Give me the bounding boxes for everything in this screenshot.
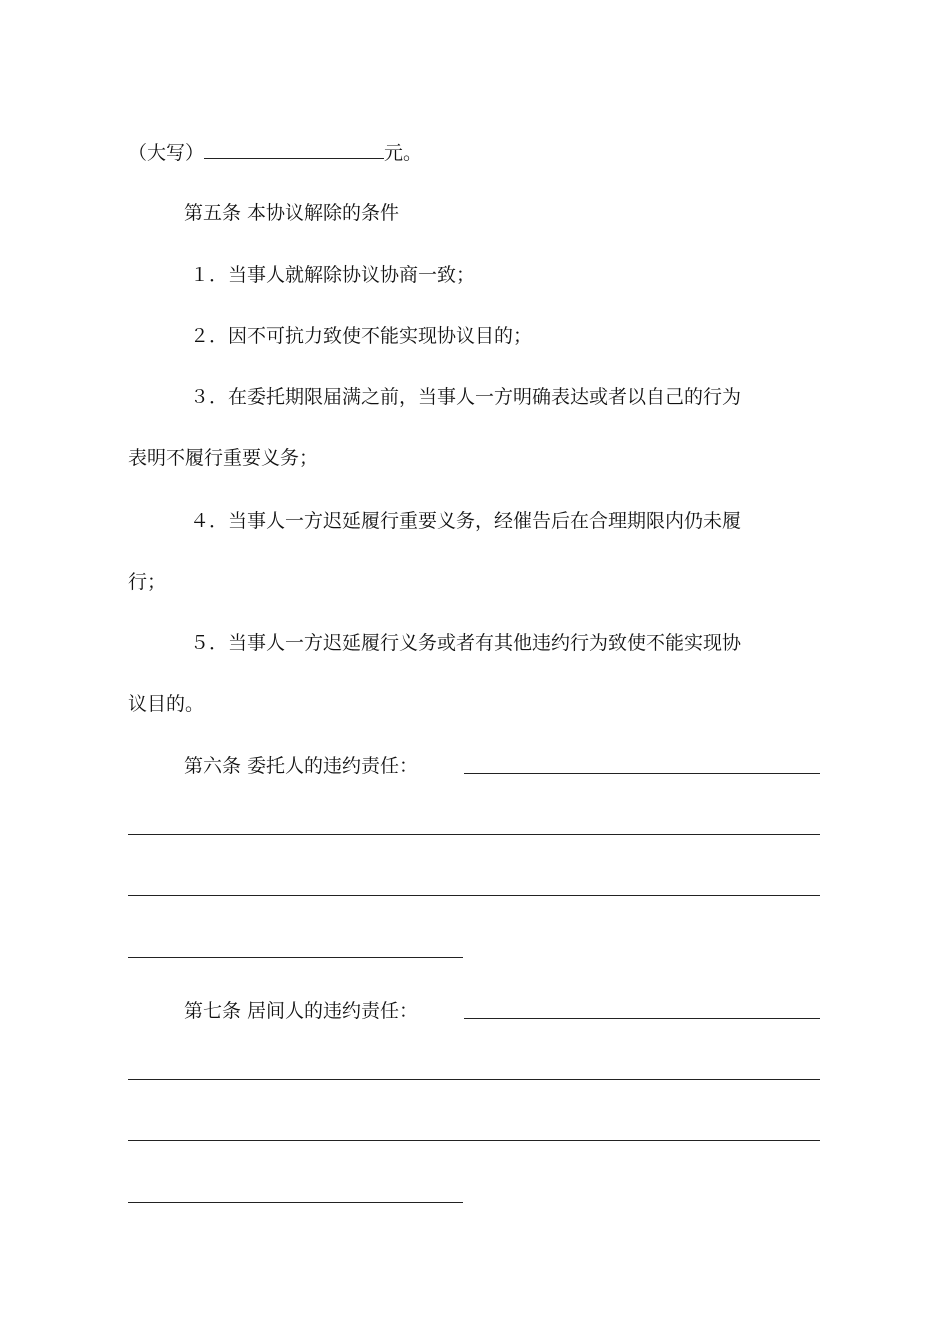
article6-title: 第六条 委托人的违约责任： (184, 755, 419, 777)
amount-blank[interactable] (204, 141, 384, 159)
article7-blank-line-2[interactable] (128, 1079, 820, 1080)
article7-blank-line-1[interactable] (464, 1018, 820, 1019)
article7-blank-line-4[interactable] (128, 1202, 463, 1203)
article5-item-5-cont: 议目的。 (128, 693, 205, 715)
article6-blank-line-3[interactable] (128, 895, 820, 896)
article5-item-5: ５．当事人一方迟延履行义务或者有其他违约行为致使不能实现协 (190, 632, 742, 654)
article5-item-4-cont: 行； (128, 571, 167, 593)
article6-blank-line-2[interactable] (128, 834, 820, 835)
article5-item-3-cont: 表明不履行重要义务； (128, 447, 319, 469)
article5-item-2: ２．因不可抗力致使不能实现协议目的； (190, 325, 533, 347)
article6-blank-line-4[interactable] (128, 957, 463, 958)
amount-suffix: 元。 (384, 142, 423, 164)
amount-prefix: （大写） (128, 142, 205, 164)
amount-line (128, 141, 422, 165)
article5-item-1: １．当事人就解除协议协商一致； (190, 264, 476, 286)
article7-blank-line-3[interactable] (128, 1140, 820, 1141)
article5-item-3: ３．在委托期限届满之前，当事人一方明确表达或者以自己的行为 (190, 386, 742, 408)
article6-blank-line-1[interactable] (464, 773, 820, 774)
article7-title: 第七条 居间人的违约责任： (184, 1000, 419, 1022)
article5-title: 第五条 本协议解除的条件 (184, 202, 400, 224)
article5-item-4: ４．当事人一方迟延履行重要义务，经催告后在合理期限内仍未履 (190, 510, 742, 532)
